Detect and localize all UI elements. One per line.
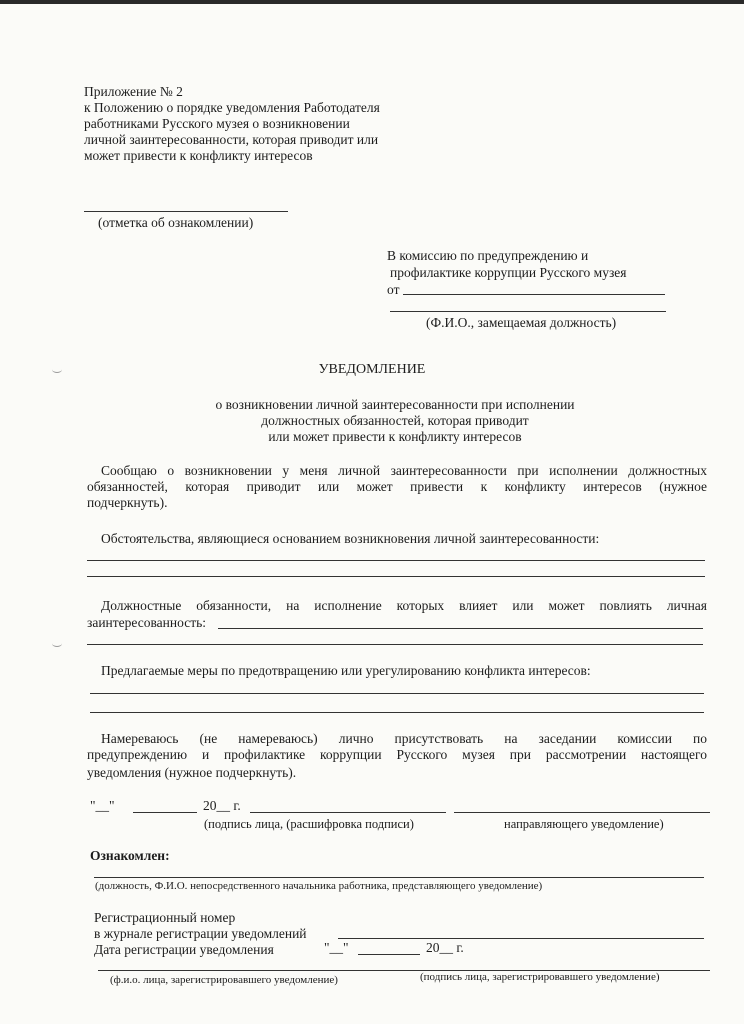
sender-caption: направляющего уведомление)	[504, 817, 664, 831]
ack-mark-caption: (отметка об ознакомлении)	[98, 215, 254, 230]
subtitle-line: должностных обязанностей, которая приводит	[261, 413, 529, 428]
document-title: УВЕДОМЛЕНИЕ	[318, 362, 426, 377]
signature-field[interactable]	[250, 812, 446, 813]
addressee-line: профилактике коррупции Русского музея	[390, 265, 627, 280]
paragraph-line: обязанностей, которая приводит или может привести к конфликту интересов (нужное	[87, 479, 707, 494]
measures-label: Предлагаемые меры по предотвращению или урегулированию конфликта интересов:	[101, 663, 591, 678]
paragraph-line: Сообщаю о возникновении у меня личной заинтересованности при исполнении должностных	[101, 463, 707, 478]
registration-year: 20__ г.	[426, 940, 464, 955]
manager-field[interactable]	[94, 877, 704, 878]
duties-label: Должностные обязанности, на исполнение которых влияет или может повлиять личная	[101, 598, 707, 613]
appendix-text: личной заинтересованности, которая приводит или	[84, 132, 379, 147]
circumstances-field[interactable]	[87, 560, 705, 561]
subtitle-line: о возникновении личной заинтересованности при исполнении	[215, 397, 575, 412]
registration-day: "__"	[324, 940, 349, 955]
from-label: от	[387, 282, 400, 297]
date-month-field[interactable]	[133, 812, 197, 813]
addressee-line: В комиссию по предупреждению и	[387, 248, 589, 263]
appendix-text: к Положению о порядке уведомления Работодателя	[84, 100, 380, 115]
manager-caption: (должность, Ф.И.О. непосредственного начальника работника, представляющего уведомление)	[95, 880, 543, 892]
registration-line: Дата регистрации уведомления	[94, 942, 274, 957]
measures-field[interactable]	[90, 712, 704, 713]
date-year: 20__ г.	[203, 798, 241, 813]
registration-line: в журнале регистрации уведомлений	[94, 926, 307, 941]
from-field[interactable]	[403, 294, 665, 295]
circumstances-label: Обстоятельства, являющиеся основанием возникновения личной заинтересованности:	[101, 531, 600, 546]
fio-position-field[interactable]	[390, 311, 666, 312]
scan-border	[0, 0, 744, 4]
circumstances-field[interactable]	[87, 576, 705, 577]
duties-field[interactable]	[87, 644, 703, 645]
registrar-sign-caption: (подпись лица, зарегистрировавшего уведомление)	[420, 971, 660, 983]
appendix-text: может привести к конфликту интересов	[84, 148, 313, 163]
signature-decoding-field[interactable]	[454, 812, 710, 813]
acquainted-label: Ознакомлен:	[90, 848, 170, 863]
subtitle-line: или может привести к конфликту интересов	[268, 429, 522, 444]
registration-month-field[interactable]	[358, 954, 420, 955]
registration-line: Регистрационный номер	[94, 910, 236, 925]
registration-number-field[interactable]	[338, 938, 704, 939]
intent-line: Намереваюсь (не намереваюсь) лично присутствовать на заседании комиссии по	[101, 731, 707, 746]
duties-field[interactable]	[218, 628, 703, 629]
appendix-number: Приложение № 2	[84, 84, 183, 99]
date-day: "__"	[90, 798, 115, 813]
intent-line: предупреждению и профилактике коррупции Русского музея при рассмотрении настоящего	[87, 747, 707, 762]
paragraph-line: подчеркнуть).	[87, 495, 168, 510]
duties-label: заинтересованность:	[87, 615, 207, 630]
signature-caption: (подпись лица, (расшифровка подписи)	[204, 817, 414, 831]
fio-caption: (Ф.И.О., замещаемая должность)	[426, 315, 617, 330]
intent-line: уведомления (нужное подчеркнуть).	[87, 765, 297, 780]
measures-field[interactable]	[90, 693, 704, 694]
registrar-fio-caption: (ф.и.о. лица, зарегистрировавшего уведомление)	[110, 974, 338, 986]
ack-mark-line[interactable]	[84, 211, 288, 212]
appendix-text: работниками Русского музея о возникновении	[84, 116, 350, 131]
scan-hole-mark	[52, 640, 62, 647]
